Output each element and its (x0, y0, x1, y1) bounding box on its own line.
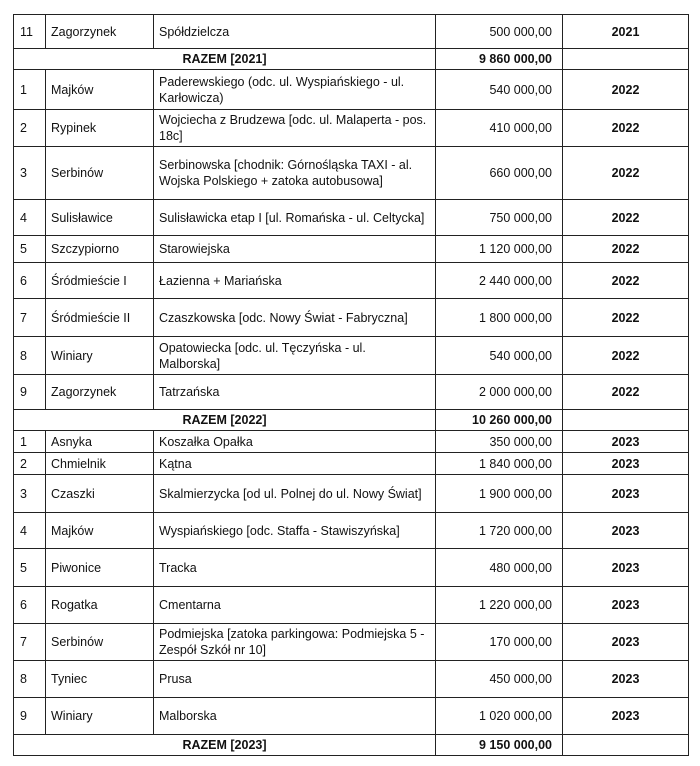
row-number: 7 (14, 299, 46, 337)
total-label: RAZEM [2023] (14, 735, 436, 756)
street-cell: Koszałka Opałka (154, 431, 436, 453)
row-number: 3 (14, 147, 46, 200)
table-row (14, 587, 689, 624)
street-cell: Wyspiańskiego [odc. Staffa - Stawiszyńska] (154, 513, 436, 549)
year-cell: 2022 (563, 110, 689, 147)
year-cell: 2021 (563, 15, 689, 49)
street-cell: Spółdzielcza (154, 15, 436, 49)
year-cell: 2022 (563, 70, 689, 110)
total-label: RAZEM [2021] (14, 49, 436, 70)
street-cell: Tracka (154, 549, 436, 587)
row-number: 11 (14, 15, 46, 49)
street-cell: Cmentarna (154, 587, 436, 624)
amount-cell: 540 000,00 (436, 337, 563, 375)
table-row (14, 624, 689, 661)
district-cell: Zagorzynek (46, 15, 154, 49)
amount-cell: 1 720 000,00 (436, 513, 563, 549)
table-row (14, 475, 689, 513)
year-cell: 2023 (563, 587, 689, 624)
year-cell: 2022 (563, 263, 689, 299)
street-cell: Podmiejska [zatoka parkingowa: Podmiejska 5 - Zespół Szkół nr 10] (154, 624, 436, 661)
street-cell: Opatowiecka [odc. ul. Tęczyńska - ul. Malborska] (154, 337, 436, 375)
total-amount: 9 150 000,00 (436, 735, 563, 756)
street-cell: Wojciecha z Brudzewa [odc. ul. Malaperta - pos. 18c] (154, 110, 436, 147)
amount-cell: 1 120 000,00 (436, 236, 563, 263)
table-row (14, 110, 689, 147)
district-cell: Sulisławice (46, 200, 154, 236)
street-cell: Prusa (154, 661, 436, 698)
amount-cell: 750 000,00 (436, 200, 563, 236)
district-cell: Śródmieście I (46, 263, 154, 299)
table-row (14, 15, 689, 49)
total-row (14, 410, 689, 431)
district-cell: Winiary (46, 698, 154, 735)
amount-cell: 410 000,00 (436, 110, 563, 147)
amount-cell: 2 440 000,00 (436, 263, 563, 299)
district-cell: Tyniec (46, 661, 154, 698)
district-cell: Czaszki (46, 475, 154, 513)
district-cell: Chmielnik (46, 453, 154, 475)
district-cell: Rogatka (46, 587, 154, 624)
street-cell: Tatrzańska (154, 375, 436, 410)
total-row (14, 735, 689, 756)
amount-cell: 480 000,00 (436, 549, 563, 587)
street-cell: Paderewskiego (odc. ul. Wyspiańskiego - ul. Karłowicza) (154, 70, 436, 110)
amount-cell: 1 840 000,00 (436, 453, 563, 475)
row-number: 2 (14, 453, 46, 475)
row-number: 3 (14, 475, 46, 513)
investment-table (13, 14, 689, 756)
total-empty-cell (563, 735, 689, 756)
year-cell: 2023 (563, 549, 689, 587)
district-cell: Śródmieście II (46, 299, 154, 337)
row-number: 4 (14, 513, 46, 549)
table-row (14, 200, 689, 236)
year-cell: 2022 (563, 236, 689, 263)
table-row (14, 236, 689, 263)
row-number: 9 (14, 375, 46, 410)
amount-cell: 500 000,00 (436, 15, 563, 49)
year-cell: 2023 (563, 513, 689, 549)
street-cell: Malborska (154, 698, 436, 735)
row-number: 1 (14, 70, 46, 110)
total-amount: 10 260 000,00 (436, 410, 563, 431)
table-row (14, 375, 689, 410)
row-number: 4 (14, 200, 46, 236)
total-row (14, 49, 689, 70)
row-number: 6 (14, 587, 46, 624)
street-cell: Łazienna + Mariańska (154, 263, 436, 299)
table-row (14, 661, 689, 698)
district-cell: Serbinów (46, 624, 154, 661)
amount-cell: 1 800 000,00 (436, 299, 563, 337)
year-cell: 2022 (563, 337, 689, 375)
amount-cell: 2 000 000,00 (436, 375, 563, 410)
row-number: 8 (14, 661, 46, 698)
amount-cell: 450 000,00 (436, 661, 563, 698)
table-row (14, 513, 689, 549)
amount-cell: 1 020 000,00 (436, 698, 563, 735)
year-cell: 2022 (563, 200, 689, 236)
amount-cell: 170 000,00 (436, 624, 563, 661)
district-cell: Piwonice (46, 549, 154, 587)
district-cell: Szczypiorno (46, 236, 154, 263)
year-cell: 2023 (563, 624, 689, 661)
total-amount: 9 860 000,00 (436, 49, 563, 70)
row-number: 6 (14, 263, 46, 299)
table-row (14, 147, 689, 200)
table-row (14, 299, 689, 337)
table-row (14, 70, 689, 110)
street-cell: Skalmierzycka [od ul. Polnej do ul. Nowy Świat] (154, 475, 436, 513)
table-row (14, 453, 689, 475)
table-row (14, 263, 689, 299)
year-cell: 2023 (563, 453, 689, 475)
total-label: RAZEM [2022] (14, 410, 436, 431)
street-cell: Czaszkowska [odc. Nowy Świat - Fabryczna] (154, 299, 436, 337)
row-number: 7 (14, 624, 46, 661)
year-cell: 2023 (563, 431, 689, 453)
amount-cell: 1 900 000,00 (436, 475, 563, 513)
total-empty-cell (563, 49, 689, 70)
row-number: 1 (14, 431, 46, 453)
table-row (14, 431, 689, 453)
district-cell: Majków (46, 70, 154, 110)
row-number: 5 (14, 549, 46, 587)
street-cell: Sulisławicka etap I [ul. Romańska - ul. Celtycka] (154, 200, 436, 236)
amount-cell: 540 000,00 (436, 70, 563, 110)
district-cell: Asnyka (46, 431, 154, 453)
street-cell: Kątna (154, 453, 436, 475)
street-cell: Starowiejska (154, 236, 436, 263)
street-cell: Serbinowska [chodnik: Górnośląska TAXI - al. Wojska Polskiego + zatoka autobusowa] (154, 147, 436, 200)
year-cell: 2023 (563, 698, 689, 735)
row-number: 8 (14, 337, 46, 375)
year-cell: 2022 (563, 147, 689, 200)
amount-cell: 660 000,00 (436, 147, 563, 200)
table-body (14, 15, 689, 756)
year-cell: 2023 (563, 475, 689, 513)
table-row (14, 337, 689, 375)
district-cell: Majków (46, 513, 154, 549)
amount-cell: 1 220 000,00 (436, 587, 563, 624)
row-number: 5 (14, 236, 46, 263)
district-cell: Serbinów (46, 147, 154, 200)
year-cell: 2022 (563, 375, 689, 410)
row-number: 9 (14, 698, 46, 735)
total-empty-cell (563, 410, 689, 431)
amount-cell: 350 000,00 (436, 431, 563, 453)
district-cell: Winiary (46, 337, 154, 375)
district-cell: Zagorzynek (46, 375, 154, 410)
table-row (14, 698, 689, 735)
year-cell: 2022 (563, 299, 689, 337)
district-cell: Rypinek (46, 110, 154, 147)
row-number: 2 (14, 110, 46, 147)
year-cell: 2023 (563, 661, 689, 698)
table-row (14, 549, 689, 587)
